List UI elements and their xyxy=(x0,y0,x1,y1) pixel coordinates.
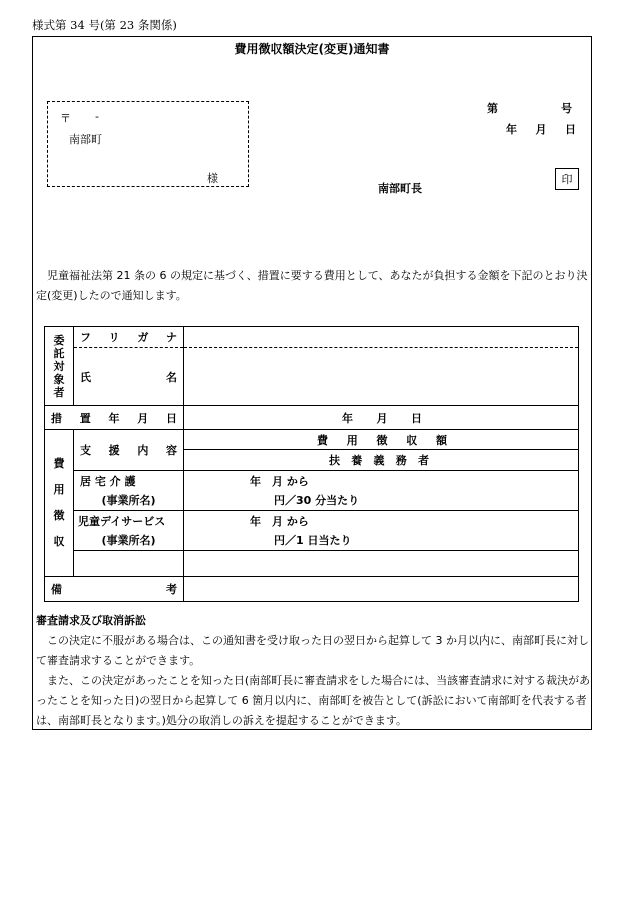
day-service-rate: 円／1 日当たり xyxy=(184,531,579,551)
addressee-honorific: 様 xyxy=(207,172,218,185)
measure-date-value: 年 月 日 xyxy=(184,406,579,430)
name-value xyxy=(184,348,579,406)
appeal-paragraph-1: この決定に不服がある場合は、この通知書を受け取った日の翌日から起算して 3 か月以内に、南部町長に対して審査請求することができます。 xyxy=(36,634,589,667)
name-label: 氏 名 xyxy=(74,348,184,406)
appeal-paragraph-2: また、この決定があったことを知った日(南部町長に審査請求をした場合には、当該審査請求に対する裁決があったことを知った日)の翌日から起算して 6 箇月以内に、南部町を被告として(訴訟において南部町を代表する者は、南部町長となります。)処分の取消しの訴えを提起することができます。 xyxy=(36,674,591,727)
postal-mark: 〒 xyxy=(60,112,71,125)
furigana-label: フ リ ガ ナ xyxy=(74,327,184,348)
form-number-label: 様式第 34 号(第 23 条関係) xyxy=(32,18,177,32)
address-town: 南部町 xyxy=(69,133,102,146)
notice-table xyxy=(44,326,579,602)
date-year: 年 xyxy=(506,123,517,136)
date-month: 月 xyxy=(535,123,547,136)
seal-box: 印 xyxy=(555,168,579,190)
measure-date-label: 措 置 年 月 日 xyxy=(45,406,184,430)
doc-number-prefix: 第 xyxy=(487,102,498,115)
doc-number-suffix: 号 xyxy=(561,102,572,115)
issuer-name: 南部町長 xyxy=(378,182,422,195)
appeal-title: 審査請求及び取消訴訟 xyxy=(36,614,146,627)
payer-header: 扶 養 義 務 者 xyxy=(184,450,579,471)
day-service-period: 年 月 から xyxy=(184,511,579,531)
document-title: 費用徴収額決定(変更)通知書 xyxy=(234,42,390,56)
home-care-period: 年 月 から xyxy=(184,471,579,491)
home-care-office-label: (事業所名) xyxy=(74,491,184,511)
support-content-label: 支 援 内 容 xyxy=(74,430,184,471)
blank-cell-right xyxy=(184,551,579,577)
date-day: 日 xyxy=(565,123,576,136)
remarks-label: 備 考 xyxy=(45,577,184,602)
cost-collection-label: 費 用 徴 収 xyxy=(45,430,74,577)
entrusted-person-label: 委 託 対 象 者 xyxy=(45,327,74,406)
postal-dash: - xyxy=(95,110,99,123)
furigana-value xyxy=(184,327,579,348)
home-care-label: 居 宅 介 護 xyxy=(74,471,184,491)
day-service-label: 児童デイサービス xyxy=(74,511,184,531)
intro-text: 児童福祉法第 21 条の 6 の規定に基づく、措置に要する費用として、あなたが負担する金額を下記のとおり決定(変更)したので通知します。 xyxy=(36,269,588,302)
day-service-office-label: (事業所名) xyxy=(74,531,184,551)
amount-header: 費 用 徴 収 額 xyxy=(184,430,579,450)
appeal-section xyxy=(36,611,592,731)
home-care-rate: 円／30 分当たり xyxy=(184,491,579,511)
issue-date xyxy=(506,121,576,137)
remarks-value xyxy=(184,577,579,602)
blank-cell-left xyxy=(74,551,184,577)
intro-paragraph xyxy=(36,266,592,306)
